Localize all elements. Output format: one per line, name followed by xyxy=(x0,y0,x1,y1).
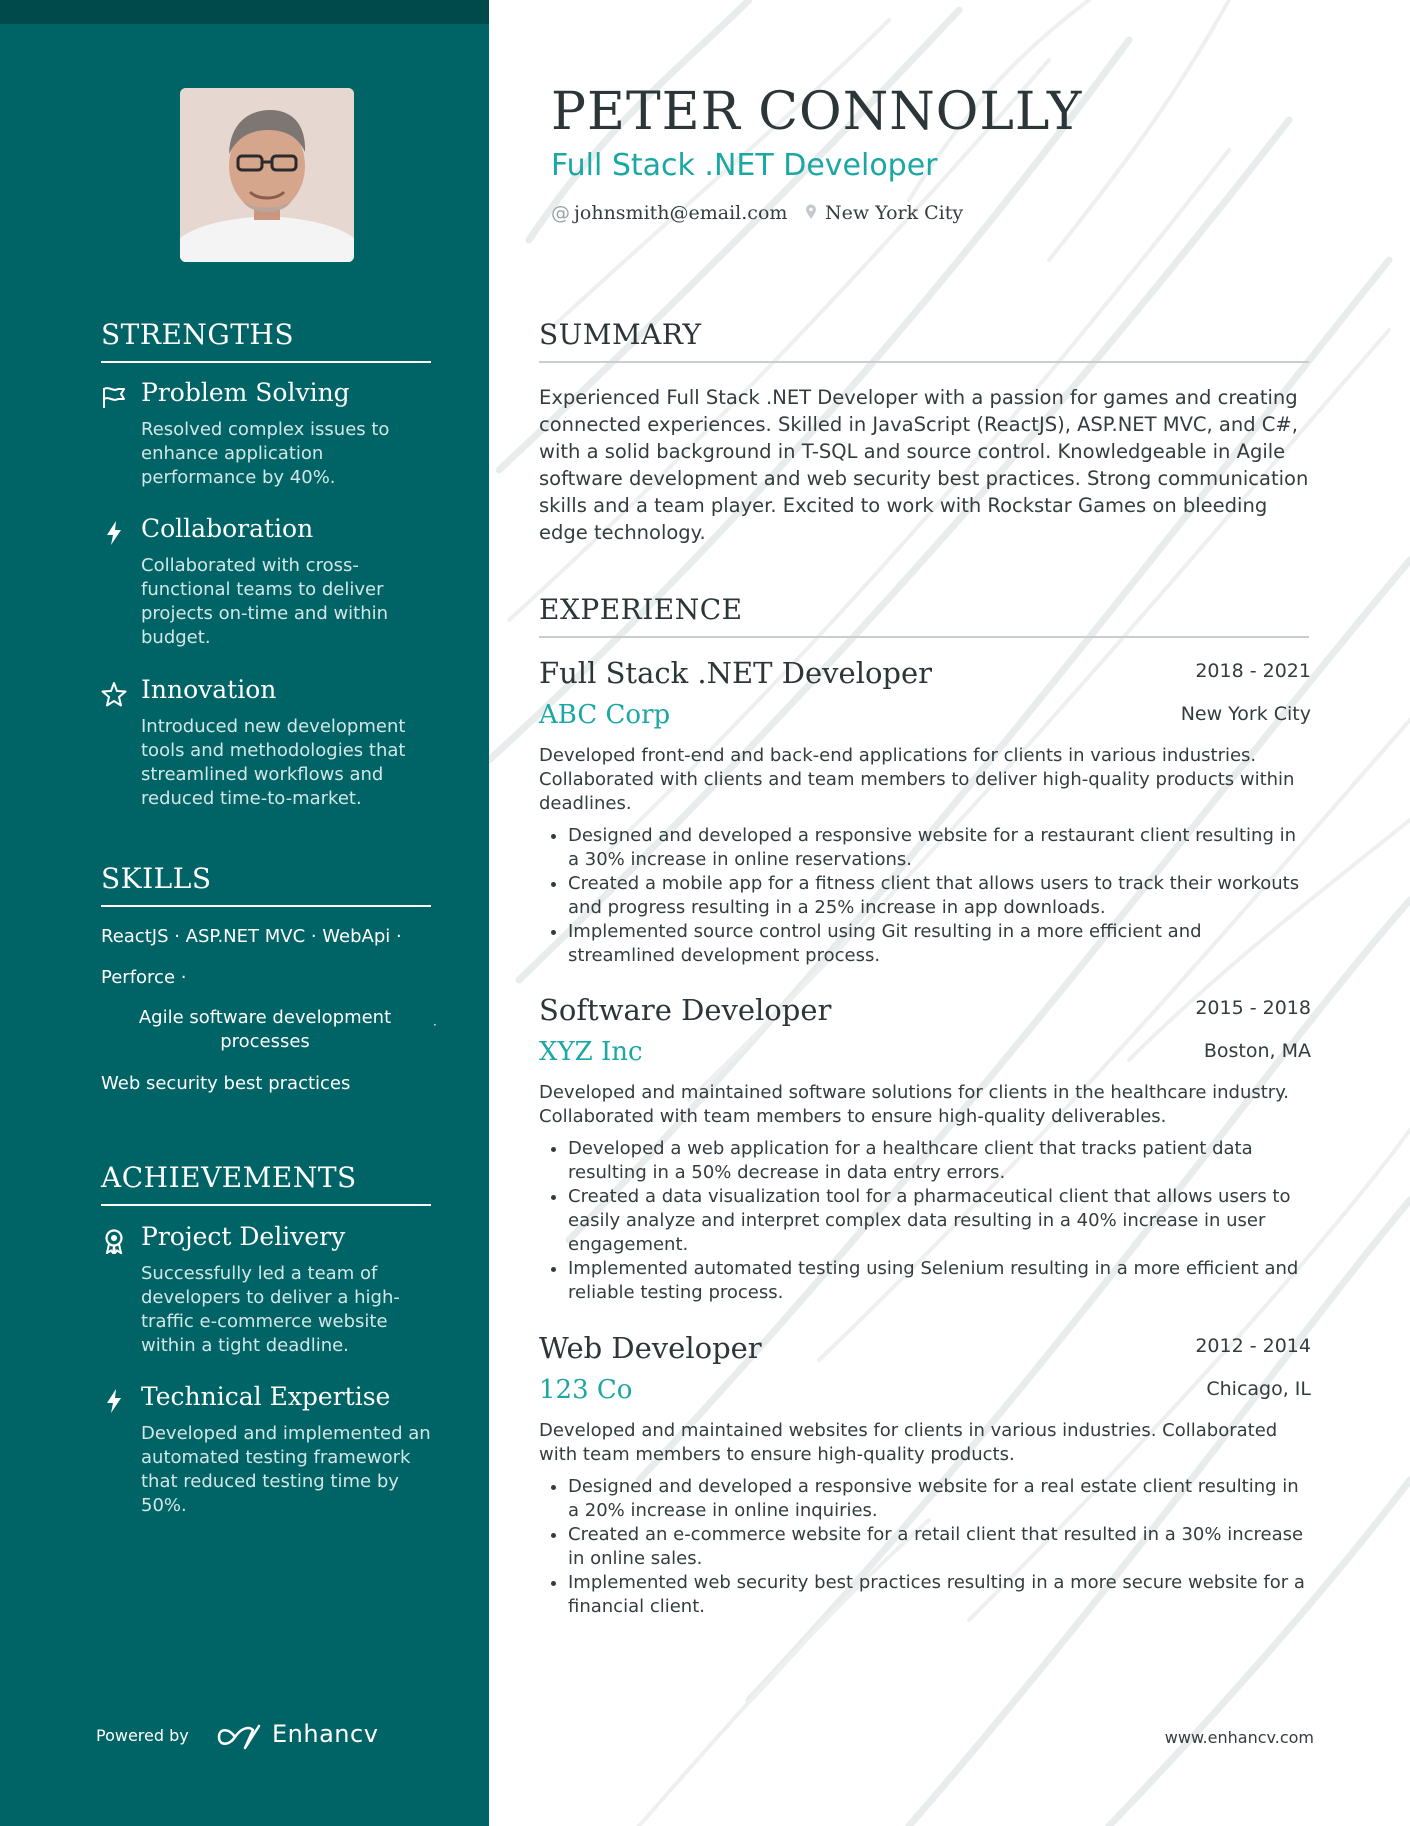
job-company: XYZ Inc xyxy=(539,1037,643,1067)
skill-line: Agile software development processes xyxy=(138,1007,392,1052)
lightning-icon xyxy=(101,1388,127,1414)
job-description: Developed and maintained websites for clients in various industries. Collaborated with team members to ensure high-quality products. xyxy=(539,1420,1278,1465)
profile-photo xyxy=(180,88,354,262)
job-title: Web Developer xyxy=(539,1331,762,1365)
strengths-heading: STRENGTHS xyxy=(101,318,431,363)
job-dates: 2018 - 2021 xyxy=(1195,660,1311,682)
summary-heading: SUMMARY xyxy=(539,318,1309,363)
candidate-name: PETER CONNOLLY xyxy=(551,82,1083,142)
job-description: Developed and maintained software solutions for clients in the healthcare industry. Collaborated with team members to ensure high-quality deliverables. xyxy=(539,1082,1289,1127)
strength-description: Collaborated with cross-functional teams to deliver projects on-time and within budget. xyxy=(141,555,389,648)
sidebar xyxy=(0,0,489,1826)
award-icon xyxy=(101,1228,127,1254)
job-achievements xyxy=(539,1475,1311,1619)
job-location: Chicago, IL xyxy=(1206,1378,1311,1400)
job-dates: 2012 - 2014 xyxy=(1195,1335,1311,1357)
star-icon xyxy=(101,681,127,707)
candidate-role: Full Stack .NET Developer xyxy=(551,148,938,183)
at-icon: @ xyxy=(551,202,570,224)
job-bullet: • Developed a web application for a healthcare client that tracks patient data resulting in a 50% decrease in data entry errors. xyxy=(568,1137,1311,1185)
skill-line: Web security best practices xyxy=(101,1073,351,1094)
job-bullet: • Implemented automated testing using Selenium resulting in a more efficient and reliable testing process. xyxy=(568,1257,1311,1305)
experience-heading: EXPERIENCE xyxy=(539,593,1309,638)
contact-location xyxy=(805,202,963,224)
job-company: ABC Corp xyxy=(539,700,671,730)
location-text: New York City xyxy=(825,202,964,224)
skill-separator: · xyxy=(433,1018,437,1032)
job-location: Boston, MA xyxy=(1203,1040,1311,1062)
skills-heading: SKILLS xyxy=(101,862,431,907)
skill-line: Perforce · xyxy=(101,967,187,988)
lightning-icon xyxy=(101,520,127,546)
email-text: johnsmith@email.com xyxy=(574,202,788,224)
enhancv-logo-icon xyxy=(215,1722,263,1752)
sidebar-top-band xyxy=(0,0,489,24)
job-achievements xyxy=(539,1137,1311,1305)
job-description: Developed front-end and back-end applications for clients in various industries. Collaborated with clients and team members to deliver high-quality products within deadlines. xyxy=(539,745,1295,814)
strength-description: Resolved complex issues to enhance application performance by 40%. xyxy=(141,419,390,488)
strength-title: Problem Solving xyxy=(141,378,350,407)
job-company: 123 Co xyxy=(539,1375,633,1405)
enhancv-brand[interactable]: Enhancv xyxy=(272,1720,379,1748)
job-bullet: • Designed and developed a responsive website for a real estate client resulting in a 20% increase in online inquiries. xyxy=(568,1475,1311,1523)
map-pin-icon xyxy=(805,204,817,220)
skill-line: ReactJS · ASP.NET MVC · WebApi · xyxy=(101,926,402,947)
website-link[interactable]: www.enhancv.com xyxy=(1164,1728,1314,1747)
strength-description: Introduced new development tools and methodologies that streamlined workflows and reduced time-to-market. xyxy=(141,716,406,809)
job-bullet: • Designed and developed a responsive website for a restaurant client resulting in a 30% increase in online reservations. xyxy=(568,824,1311,872)
achievement-title: Project Delivery xyxy=(141,1222,346,1251)
job-bullet: • Created an e-commerce website for a retail client that resulted in a 30% increase in online sales. xyxy=(568,1523,1311,1571)
job-achievements xyxy=(539,824,1311,968)
strength-title: Innovation xyxy=(141,675,277,704)
job-bullet: • Created a data visualization tool for a pharmaceutical client that allows users to easily analyze and interpret complex data resulting in a 40% increase in user engagement. xyxy=(568,1185,1311,1257)
job-title: Full Stack .NET Developer xyxy=(539,656,933,690)
main-content xyxy=(489,0,1410,1826)
achievement-title: Technical Expertise xyxy=(141,1382,391,1411)
strength-title: Collaboration xyxy=(141,514,314,543)
contact-email[interactable] xyxy=(551,202,787,224)
job-location: New York City xyxy=(1180,703,1311,725)
flag-icon xyxy=(101,384,127,410)
achievement-description: Developed and implemented an automated testing framework that reduced testing time by 50%. xyxy=(141,1423,431,1516)
job-dates: 2015 - 2018 xyxy=(1195,997,1311,1019)
summary-text: Experienced Full Stack .NET Developer with a passion for games and creating connected experiences. Skilled in JavaScript (ReactJS), ASP.NET MVC, and C#, with a solid background in T-SQL and source control. Knowledgeable in Agile software development and web security best practices. Strong communication skills and a team player. Excited to work with Rockstar Games on bleeding edge technology. xyxy=(539,386,1309,544)
job-title: Software Developer xyxy=(539,993,832,1027)
powered-by-label: Powered by xyxy=(96,1726,189,1745)
achievements-heading: ACHIEVEMENTS xyxy=(101,1161,431,1206)
job-bullet: • Implemented source control using Git resulting in a more efficient and streamlined development process. xyxy=(568,920,1311,968)
achievement-description: Successfully led a team of developers to deliver a high-traffic e-commerce website within a tight deadline. xyxy=(141,1263,400,1356)
job-bullet: • Implemented web security best practices resulting in a more secure website for a financial client. xyxy=(568,1571,1311,1619)
job-bullet: • Created a mobile app for a fitness client that allows users to track their workouts and progress resulting in a 25% increase in app downloads. xyxy=(568,872,1311,920)
